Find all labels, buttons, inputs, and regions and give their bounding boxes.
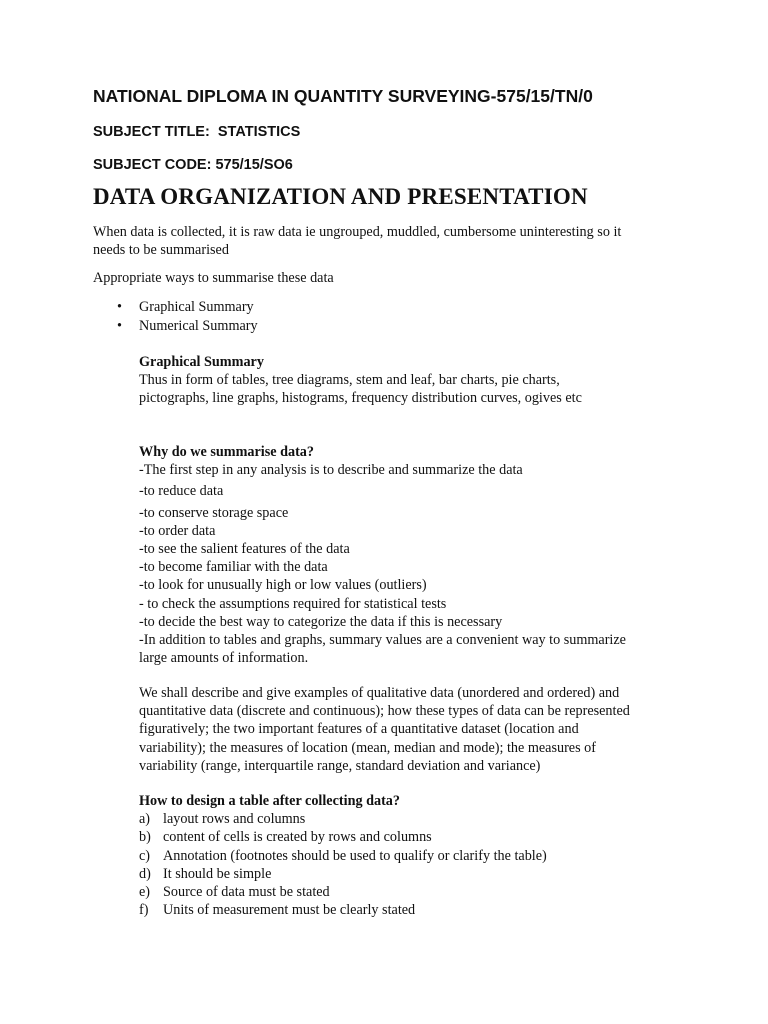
section-line: -to look for unusually high or low values (outliers)	[139, 577, 427, 594]
section-line: -to conserve storage space	[139, 504, 289, 521]
description-paragraph	[139, 684, 630, 775]
list-item	[93, 317, 258, 336]
table-design-section	[139, 792, 547, 919]
paragraph-line: variability (range, interquartile range, standard deviation and variance)	[139, 757, 541, 774]
subject-code: SUBJECT CODE: 575/15/SO6	[93, 157, 293, 173]
section-title: Why do we summarise data?	[139, 444, 314, 460]
section-line: Thus in form of tables, tree diagrams, stem and leaf, bar charts, pie charts,	[139, 372, 560, 389]
list-item-text: Source of data must be stated	[163, 884, 330, 901]
list-item-text: layout rows and columns	[163, 811, 306, 828]
graphical-summary-section	[139, 353, 582, 408]
section-line: -In addition to tables and graphs, summary values are a convenient way to summarize	[139, 632, 626, 649]
intro-paragraph	[93, 223, 621, 259]
list-item	[139, 810, 547, 828]
list-marker: d)	[139, 865, 151, 882]
list-marker: c)	[139, 847, 151, 864]
section-line: - to check the assumptions required for statistical tests	[139, 595, 447, 612]
list-item	[139, 883, 547, 901]
table-design-list	[139, 810, 547, 919]
list-item	[139, 847, 547, 865]
bullet-icon: •	[117, 299, 122, 315]
paragraph-line: figuratively; the two important features of a quantitative dataset (location and	[139, 721, 579, 738]
document-heading: DATA ORGANIZATION AND PRESENTATION	[93, 184, 588, 209]
summary-types-list	[93, 298, 258, 336]
section-line: -to order data	[139, 522, 216, 539]
section-title: How to design a table after collecting data?	[139, 793, 400, 809]
paragraph-line: variability); the measures of location (mean, median and mode); the measures of	[139, 739, 596, 756]
subject-title: SUBJECT TITLE: STATISTICS	[93, 124, 301, 140]
list-item-label: Numerical Summary	[139, 318, 258, 334]
section-line: pictographs, line graphs, histograms, frequency distribution curves, ogives etc	[139, 390, 582, 407]
list-item	[139, 828, 547, 846]
list-item-text: Annotation (footnotes should be used to qualify or clarify the table)	[163, 847, 547, 864]
section-line: -to decide the best way to categorize the data if this is necessary	[139, 613, 503, 630]
intro-line: When data is collected, it is raw data ie ungrouped, muddled, cumbersome uninteresting so it	[93, 224, 622, 240]
list-item	[93, 298, 258, 317]
intro-line: needs to be summarised	[93, 242, 229, 259]
appropriate-ways-text: Appropriate ways to summarise these data	[93, 270, 334, 286]
section-line: -The first step in any analysis is to describe and summarize the data	[139, 462, 523, 479]
course-title: NATIONAL DIPLOMA IN QUANTITY SURVEYING-575/15/TN/0	[93, 86, 593, 106]
list-item	[139, 865, 547, 883]
list-marker: f)	[139, 902, 149, 919]
section-line: -to see the salient features of the data	[139, 541, 350, 558]
why-summarise-section	[139, 443, 626, 667]
list-marker: b)	[139, 829, 151, 846]
paragraph-line: quantitative data (discrete and continuous); how these types of data can be represented	[139, 703, 630, 720]
list-marker: e)	[139, 884, 151, 901]
section-line: -to become familiar with the data	[139, 559, 328, 576]
list-item-text: It should be simple	[163, 865, 272, 882]
list-item-label: Graphical Summary	[139, 299, 254, 315]
section-line: large amounts of information.	[139, 650, 309, 667]
list-item-text: content of cells is created by rows and columns	[163, 829, 432, 846]
section-line: -to reduce data	[139, 483, 224, 500]
list-item	[139, 901, 547, 919]
section-title: Graphical Summary	[139, 354, 264, 370]
list-item-text: Units of measurement must be clearly stated	[163, 902, 416, 919]
paragraph-line: We shall describe and give examples of qualitative data (unordered and ordered) and	[139, 685, 620, 701]
bullet-icon: •	[117, 318, 122, 334]
list-marker: a)	[139, 811, 151, 828]
